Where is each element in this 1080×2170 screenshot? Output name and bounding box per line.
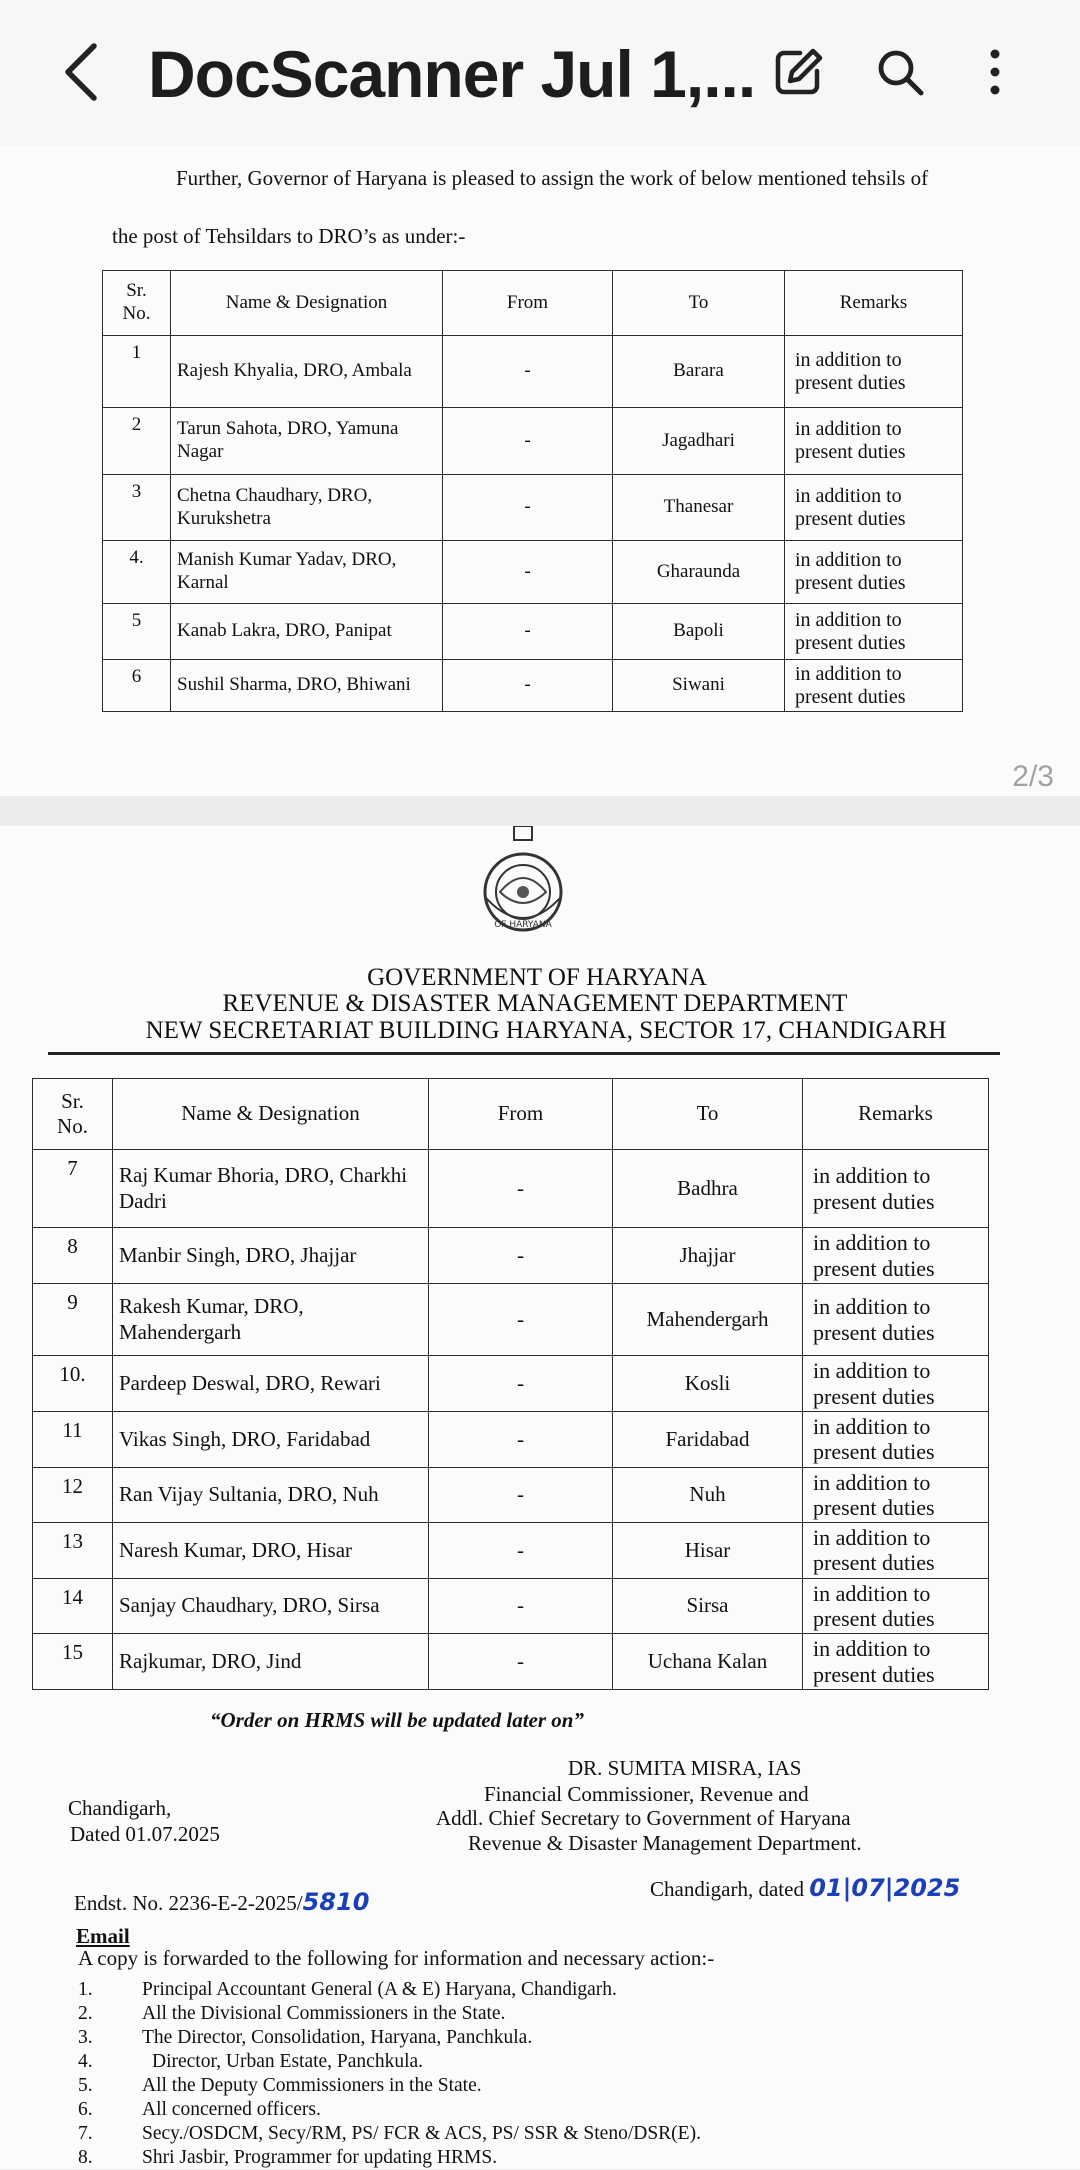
document-page-1 — [0, 146, 1080, 796]
from-cell: - — [429, 1284, 613, 1356]
name-cell: Manbir Singh, DRO, Jhajjar — [113, 1228, 429, 1284]
header-to: To — [613, 1079, 803, 1150]
search-icon[interactable] — [872, 44, 928, 100]
from-cell: - — [429, 1523, 613, 1579]
to-cell: Badhra — [613, 1150, 803, 1228]
to-cell: Kosli — [613, 1356, 803, 1412]
intro-line-1: Further, Governor of Haryana is pleased to assign the work of below mentioned tehsils of — [176, 166, 929, 190]
remarks-cell: in addition to present duties — [785, 660, 963, 712]
table-row — [33, 1634, 989, 1690]
endorsement-handwritten-number: 5810 — [302, 1888, 370, 1916]
haryana-emblem-icon — [458, 826, 588, 936]
document-page-2 — [0, 826, 1080, 2169]
header-name: Name & Designation — [113, 1079, 429, 1150]
to-cell: Sirsa — [613, 1578, 803, 1634]
header-sr: Sr. No. — [103, 271, 171, 336]
to-cell: Hisar — [613, 1523, 803, 1579]
sr-cell: 6 — [103, 660, 171, 712]
from-cell: - — [429, 1467, 613, 1523]
name-cell: Raj Kumar Bhoria, DRO, Charkhi Dadri — [113, 1150, 429, 1228]
to-cell: Thanesar — [613, 475, 785, 541]
to-cell: Nuh — [613, 1467, 803, 1523]
name-cell: Pardeep Deswal, DRO, Rewari — [113, 1356, 429, 1412]
header-department: REVENUE & DISASTER MANAGEMENT DEPARTMENT — [222, 990, 848, 1017]
table-row — [33, 1356, 989, 1412]
email-label: Email — [76, 1924, 130, 1948]
signatory-name: DR. SUMITA MISRA, IAS — [568, 1756, 802, 1780]
header-remarks: Remarks — [803, 1079, 989, 1150]
from-cell: - — [429, 1412, 613, 1468]
table-row — [33, 1412, 989, 1468]
sr-cell: 8 — [33, 1228, 113, 1284]
sr-cell: 9 — [33, 1284, 113, 1356]
remarks-cell: in addition to present duties — [803, 1467, 989, 1523]
name-cell: Rakesh Kumar, DRO, Mahendergarh — [113, 1284, 429, 1356]
header-to: To — [613, 271, 785, 336]
from-cell: - — [443, 660, 613, 712]
table-row — [33, 1228, 989, 1284]
header-sr: Sr. No. — [33, 1079, 113, 1150]
from-cell: - — [443, 604, 613, 660]
intro-line-2: the post of Tehsildars to DRO’s as under:- — [112, 224, 466, 248]
header-address: NEW SECRETARIAT BUILDING HARYANA, SECTOR 17, CHANDIGARH — [145, 1017, 947, 1044]
table-row — [33, 1523, 989, 1579]
name-cell: Manish Kumar Yadav, DRO, Karnal — [171, 541, 443, 604]
to-cell: Bapoli — [613, 604, 785, 660]
sr-cell: 13 — [33, 1523, 113, 1579]
app-bar — [0, 0, 1080, 147]
table-row — [103, 541, 963, 604]
header-remarks: Remarks — [785, 271, 963, 336]
hrms-note: “Order on HRMS will be updated later on” — [210, 1708, 584, 1732]
endorsement-number: Endst. No. 2236-E-2-2025/5810 — [74, 1888, 370, 1916]
from-cell: - — [429, 1578, 613, 1634]
remarks-cell: in addition to present duties — [803, 1150, 989, 1228]
remarks-cell: in addition to present duties — [803, 1578, 989, 1634]
from-cell: - — [429, 1356, 613, 1412]
sr-cell: 11 — [33, 1412, 113, 1468]
table-row — [103, 475, 963, 541]
table-row — [33, 1284, 989, 1356]
remarks-cell: in addition to present duties — [803, 1634, 989, 1690]
remarks-cell: in addition to present duties — [785, 541, 963, 604]
to-cell: Barara — [613, 336, 785, 408]
table-row — [103, 408, 963, 475]
from-cell: - — [429, 1150, 613, 1228]
header-govt: GOVERNMENT OF HARYANA — [367, 964, 707, 991]
name-cell: Vikas Singh, DRO, Faridabad — [113, 1412, 429, 1468]
table-row — [103, 336, 963, 408]
from-cell: - — [443, 475, 613, 541]
remarks-cell: in addition to present duties — [803, 1356, 989, 1412]
sr-cell: 10. — [33, 1356, 113, 1412]
document-title: DocScanner Jul 1,... — [148, 37, 756, 111]
remarks-cell: in addition to present duties — [803, 1228, 989, 1284]
to-cell: Jhajjar — [613, 1228, 803, 1284]
to-cell: Faridabad — [613, 1412, 803, 1468]
from-cell: - — [429, 1228, 613, 1284]
copy-forward-line: A copy is forwarded to the following for information and necessary action:- — [78, 1946, 715, 1970]
from-cell: - — [443, 408, 613, 475]
remarks-cell: in addition to present duties — [803, 1523, 989, 1579]
remarks-cell: in addition to present duties — [803, 1412, 989, 1468]
name-cell: Rajesh Khyalia, DRO, Ambala — [171, 336, 443, 408]
from-cell: - — [443, 336, 613, 408]
to-cell: Gharaunda — [613, 541, 785, 604]
table-row — [103, 660, 963, 712]
table-header-row — [33, 1079, 989, 1150]
handwritten-date: 01|07|2025 — [809, 1874, 961, 1902]
name-cell: Naresh Kumar, DRO, Hisar — [113, 1523, 429, 1579]
sr-cell: 3 — [103, 475, 171, 541]
header-name: Name & Designation — [171, 271, 443, 336]
header-from: From — [429, 1079, 613, 1150]
signatory-line-2: Addl. Chief Secretary to Government of Haryana — [436, 1806, 851, 1830]
remarks-cell: in addition to present duties — [803, 1284, 989, 1356]
to-cell: Uchana Kalan — [613, 1634, 803, 1690]
sr-cell: 14 — [33, 1578, 113, 1634]
chandigarh-dated: Chandigarh, dated 01|07|2025 — [650, 1874, 961, 1902]
remarks-cell: in addition to present duties — [785, 336, 963, 408]
signatory-line-1: Financial Commissioner, Revenue and — [484, 1782, 809, 1806]
name-cell: Chetna Chaudhary, DRO, Kurukshetra — [171, 475, 443, 541]
to-cell: Mahendergarh — [613, 1284, 803, 1356]
sr-cell: 15 — [33, 1634, 113, 1690]
from-cell: - — [443, 541, 613, 604]
sr-cell: 5 — [103, 604, 171, 660]
name-cell: Sushil Sharma, DRO, Bhiwani — [171, 660, 443, 712]
to-cell: Siwani — [613, 660, 785, 712]
assignment-table-2 — [32, 1078, 989, 1690]
remarks-cell: in addition to present duties — [785, 408, 963, 475]
signatory-line-3: Revenue & Disaster Management Department. — [468, 1831, 862, 1855]
table-row — [33, 1150, 989, 1228]
name-cell: Tarun Sahota, DRO, Yamuna Nagar — [171, 408, 443, 475]
chevron-left-icon[interactable] — [58, 40, 106, 104]
place: Chandigarh, — [68, 1796, 172, 1820]
name-cell: Rajkumar, DRO, Jind — [113, 1634, 429, 1690]
sr-cell: 7 — [33, 1150, 113, 1228]
name-cell: Kanab Lakra, DRO, Panipat — [171, 604, 443, 660]
table-row — [33, 1578, 989, 1634]
sr-cell: 1 — [103, 336, 171, 408]
sr-cell: 2 — [103, 408, 171, 475]
assignment-table-1 — [102, 270, 963, 712]
sr-cell: 12 — [33, 1467, 113, 1523]
page-indicator: 2/3 — [1012, 760, 1054, 793]
table-row — [33, 1467, 989, 1523]
remarks-cell: in addition to present duties — [785, 475, 963, 541]
remarks-cell: in addition to present duties — [785, 604, 963, 660]
to-cell: Jagadhari — [613, 408, 785, 475]
name-cell: Ran Vijay Sultania, DRO, Nuh — [113, 1467, 429, 1523]
name-cell: Sanjay Chaudhary, DRO, Sirsa — [113, 1578, 429, 1634]
edit-pen-icon[interactable] — [770, 44, 826, 100]
table-header-row — [103, 271, 963, 336]
svg-text:OF HARYANA: OF HARYANA — [494, 920, 552, 930]
sr-cell: 4. — [103, 541, 171, 604]
header-from: From — [443, 271, 613, 336]
header-rule — [48, 1052, 1000, 1055]
table-row — [103, 604, 963, 660]
more-vertical-icon[interactable] — [967, 44, 1023, 100]
dated: Dated 01.07.2025 — [70, 1822, 220, 1846]
from-cell: - — [429, 1634, 613, 1690]
